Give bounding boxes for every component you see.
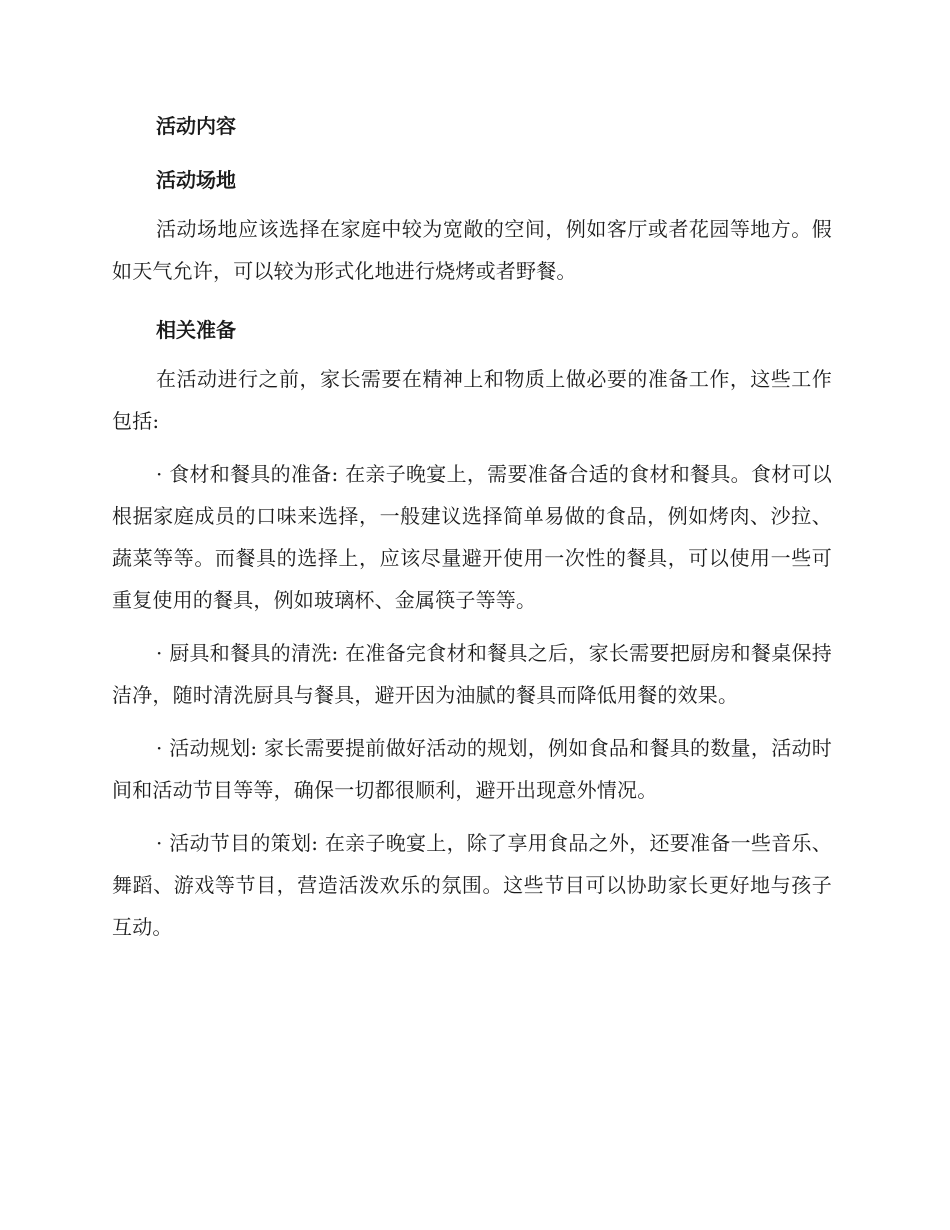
venue-heading: 活动场地 bbox=[156, 168, 236, 192]
preparation-heading: 相关准备 bbox=[156, 318, 236, 342]
list-item: · 活动节目的策划: 在亲子晚宴上，除了享用食品之外，还要准备一些音乐、舞蹈、游戏等节目，营造活泼欢乐的氛围。这些节目可以协助家长更好地与孩子互动。 bbox=[112, 831, 832, 939]
preparation-intro: 在活动进行之前，家长需要在精神上和物质上做必要的准备工作，这些工作包括: bbox=[112, 367, 832, 433]
list-item: · 活动规划: 家长需要提前做好活动的规划，例如食品和餐具的数量，活动时间和活动节目等等，确保一切都很顺利，避开出现意外情况。 bbox=[112, 736, 832, 802]
venue-paragraph: 活动场地应该选择在家庭中较为宽敞的空间，例如客厅或者花园等地方。假如天气允许，可以较为形式化地进行烧烤或者野餐。 bbox=[112, 217, 832, 283]
list-item: · 食材和餐具的准备: 在亲子晚宴上，需要准备合适的食材和餐具。食材可以根据家庭成员的口味来选择，一般建议选择简单易做的食品，例如烤肉、沙拉、蔬菜等等。而餐具的选择上，应该尽量避开使用一次性的餐具，可以使用一些可重复使用的餐具，例如玻璃杯、金属筷子等等。 bbox=[112, 462, 832, 612]
list-item: · 厨具和餐具的清洗: 在准备完食材和餐具之后，家长需要把厨房和餐桌保持洁净，随时清洗厨具与餐具，避开因为油腻的餐具而降低用餐的效果。 bbox=[112, 641, 832, 707]
document-page bbox=[112, 110, 832, 948]
section-title: 活动内容 bbox=[156, 114, 236, 138]
